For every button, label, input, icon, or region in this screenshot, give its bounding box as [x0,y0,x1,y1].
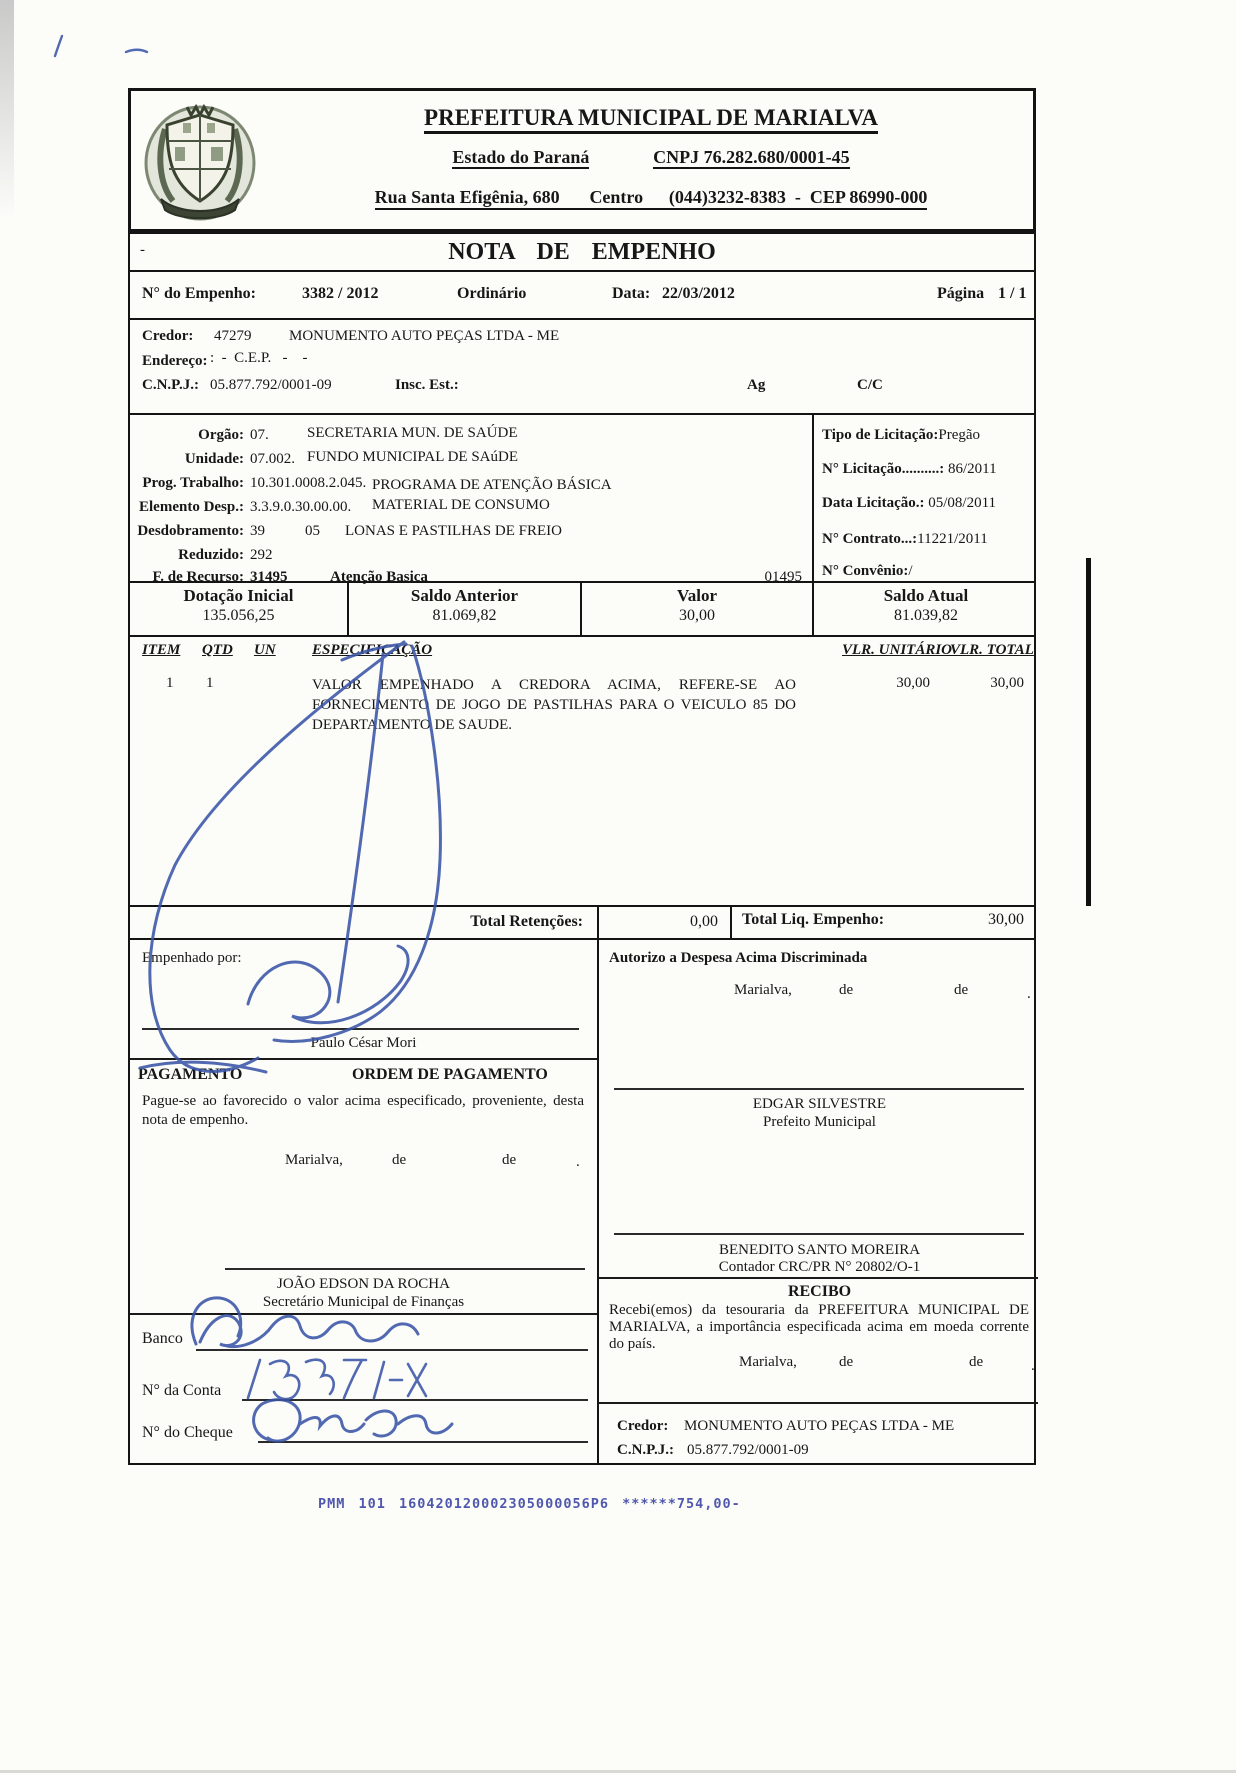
net-total-value: 30,00 [988,911,1024,928]
agreement-number: / [908,563,913,579]
value-header: Valor [677,586,717,605]
classification-section [128,413,1036,583]
cnpj-header: CNPJ 76.282.680/0001-45 [653,147,850,167]
contract-number-row [822,531,988,548]
breakdown-name: LONAS E PASTILHAS DE FREIO [345,523,562,539]
secretary-name: JOÃO EDSON DA ROCHA [277,1276,450,1292]
committed-by-signature-line [142,1028,579,1030]
creditor-label: Credor: [142,328,194,344]
pen-marks-top-left [55,36,147,56]
work-program-name: PROGRAMA DE ATENÇÃO BÁSICA [372,477,612,493]
breakdown-label: Desdobramento: [137,523,244,539]
spec-column-header: ESPECIFICAÇÃO [312,642,433,658]
accountant-title: Contador CRC/PR N° 20802/O-1 [718,1259,921,1275]
item-column-header: ITEM [142,642,181,658]
previous-balance-cell [347,583,580,635]
item-unit-price: 30,00 [896,675,930,691]
title-bar [128,232,1036,272]
item-qty: 1 [206,675,214,691]
bidding-number: 86/2011 [944,461,997,477]
dot-payment: . [576,1154,580,1170]
creditor-cnpj: 05.877.792/0001-09 [210,377,332,393]
secretary-signature-line [225,1268,585,1270]
resource-source-code: 31495 [250,569,288,585]
unit-column-header: UN [254,642,276,658]
item-total-price: 30,00 [990,675,1024,691]
creditor-code: 47279 [214,328,252,344]
item-number: 1 [166,675,174,691]
mayor-title: Prefeito Municipal [763,1114,876,1130]
document-title: NOTA DE EMPENHO [448,239,716,265]
city-label-payment: Marialva, [285,1152,343,1168]
current-balance-value: 81.039,82 [894,607,958,624]
bidding-type-label: Tipo de Licitação: [822,427,939,443]
current-balance-header: Saldo Atual [883,586,969,605]
empenho-date: 22/03/2012 [662,285,735,302]
of-label-authorize-2: de [954,982,969,998]
stray-mark: - [140,242,145,258]
bidding-date: 05/08/2011 [924,495,997,511]
district-label: Centro [589,187,644,207]
reduced-label: Reduzido: [178,547,244,563]
cheque-field-line [258,1441,588,1443]
empenho-type: Ordinário [457,285,527,302]
items-body [128,667,1036,905]
state-registration-label: Insc. Est.: [395,377,459,393]
dot-authorize: . [1027,986,1031,1002]
account-label: C/C [857,377,883,393]
payment-box-divider [130,1058,597,1060]
payment-order-title: ORDEM DE PAGAMENTO [352,1066,548,1083]
bidding-date-row [822,495,996,512]
payment-label: PAGAMENTO [138,1066,243,1083]
scan-edge-shadow [0,0,14,220]
municipality-name: PREFEITURA MUNICIPAL DE MARIALVA [424,105,878,134]
bidding-type-row [822,427,980,444]
work-program-code: 10.301.0008.2.045. [250,475,367,491]
unit-name: FUNDO MUNICIPAL DE SAúDE [307,449,518,465]
of-label-payment-1: de [392,1152,407,1168]
empenho-number-label: N° do Empenho: [142,285,256,302]
value-amount: 30,00 [679,607,715,624]
current-balance-cell [812,583,1038,635]
organ-code: 07. [250,427,269,443]
cheque-number-label: N° do Cheque [142,1424,233,1441]
work-program-label: Prog. Trabalho: [142,475,244,491]
agreement-number-label: N° Convênio: [822,563,909,579]
bidding-type: Pregão [938,427,981,443]
receipt-creditor-divider [599,1402,1038,1404]
resource-source-name: Atenção Basica [330,569,428,585]
bidding-date-label: Data Licitação.: [822,495,925,511]
state-label: Estado do Paraná [452,147,590,167]
qty-column-header: QTD [202,642,233,658]
bank-authentication-line: PMM 101 160420120002305000056P6 ******754,00- [318,1496,741,1512]
retentions-label: Total Retenções: [470,913,583,930]
organ-name: SECRETARIA MUN. DE SAÚDE [307,425,518,441]
of-label-authorize-1: de [839,982,854,998]
header-line-3 [271,187,1031,210]
page-number: 1 / 1 [998,285,1027,302]
expense-element-name: MATERIAL DE CONSUMO [372,497,550,513]
street-address: Rua Santa Efigênia, 680 [374,187,560,207]
receipt-title: RECIBO [787,1283,852,1300]
retentions-value: 0,00 [597,907,730,938]
bidding-column [812,415,1038,581]
net-total-cell [730,907,1036,938]
receipt-creditor-label: Credor: [617,1418,669,1434]
account-field-line [242,1399,588,1401]
agreement-number-row [822,563,913,580]
unit-label: Unidade: [184,451,244,467]
expense-element-label: Elemento Desp.: [139,499,244,515]
secretary-title: Secretário Municipal de Finanças [262,1294,465,1310]
mayor-signature-line [614,1088,1024,1090]
signatures-section [128,940,1036,1465]
date-label: Data: [612,285,651,302]
bidding-number-label: N° Licitação..........: [822,461,945,477]
breakdown-subcode: 05 [305,523,320,539]
mayor-name: EDGAR SILVESTRE [752,1096,887,1112]
contract-number: 11221/2011 [917,531,988,547]
authorization-column [597,940,1038,1463]
receipt-creditor-name: MONUMENTO AUTO PEÇAS LTDA - ME [684,1418,955,1434]
of-label-receipt-2: de [969,1354,984,1370]
creditor-cnpj-label: C.N.P.J.: [142,377,199,393]
address-label: Endereço: [142,353,208,369]
bidding-number-row [822,461,997,478]
header-line-1 [271,105,1031,131]
coat-of-arms-logo [139,99,261,223]
phone-cep: (044)3232-8383 - CEP 86990-000 [668,187,928,207]
creditor-section [128,320,1036,413]
city-label-receipt: Marialva, [739,1354,797,1370]
authorize-expense-title: Autorizo a Despesa Acima Discriminada [609,950,868,966]
previous-balance-value: 81.069,82 [432,607,497,624]
contract-number-label: N° Contrato...: [822,531,918,547]
receipt-cnpj-label: C.N.P.J.: [617,1442,674,1458]
initial-allocation-cell [130,583,347,635]
dot-receipt: . [1031,1358,1035,1374]
accountant-signature-line [614,1233,1024,1235]
receipt-text: Recebi(emos) da tesouraria da PREFEITURA MUNICIPAL DE MARIALVA, a importância especificada acima em moeda corrente do país. [609,1302,1029,1352]
totals-row [128,905,1036,940]
previous-balance-header: Saldo Anterior [410,586,519,605]
resource-source-label: F. de Recurso: [152,569,244,585]
net-total-label: Total Liq. Empenho: [742,911,885,928]
page-label: Página [937,285,985,302]
budget-balance-table [128,583,1036,637]
payment-order-text: Pague-se ao favorecido o valor acima especificado, proveniente, desta nota de empenho. [142,1093,584,1128]
items-header-row [128,637,1036,667]
of-label-payment-2: de [502,1152,517,1168]
creditor-name: MONUMENTO AUTO PEÇAS LTDA - ME [289,328,560,344]
empenho-number: 3382 / 2012 [302,285,379,302]
empenho-row [128,272,1036,320]
unit-code: 07.002. [250,451,295,467]
accountant-name: BENEDITO SANTO MOREIRA [718,1242,921,1258]
committed-by-label: Empenhado por: [142,950,242,966]
agency-label: Ag [747,377,766,393]
unit-price-column-header: VLR. UNITÁRIO [842,642,953,658]
committed-by-name: Paulo César Mori [310,1035,417,1051]
account-number-label: N° da Conta [142,1382,222,1399]
item-specification: VALOR EMPENHADO A CREDORA ACIMA, REFERE-SE AO FORNECIMENTO DE JOGO DE PASTILHAS PARA O VEICULO 85 DO DEPARTAMENTO DE SAUDE. [312,677,796,733]
header-line-2 [271,147,1031,168]
initial-allocation-value: 135.056,25 [202,607,275,624]
organ-label: Orgão: [198,427,244,443]
reduced-code: 292 [250,547,273,563]
receipt-cnpj: 05.877.792/0001-09 [687,1442,809,1458]
expense-element-code: 3.3.9.0.30.00.00. [250,499,352,515]
city-label-authorize: Marialva, [734,982,792,998]
bank-label: Banco [142,1330,183,1347]
value-cell [580,583,812,635]
nota-de-empenho-form [128,88,1036,1465]
initial-allocation-header: Dotação Inicial [183,586,294,605]
scan-artifact-line [1086,558,1091,906]
creditor-address: : - C.E.P. - - [210,350,308,366]
bank-box-divider [130,1313,597,1315]
header-box [128,88,1036,232]
receipt-box-divider [599,1277,1038,1279]
total-price-column-header: VLR. TOTAL [950,642,1034,658]
bank-field-line [196,1349,588,1351]
breakdown-code: 39 [250,523,265,539]
of-label-receipt-1: de [839,1354,854,1370]
resource-source-number: 01495 [764,569,802,585]
